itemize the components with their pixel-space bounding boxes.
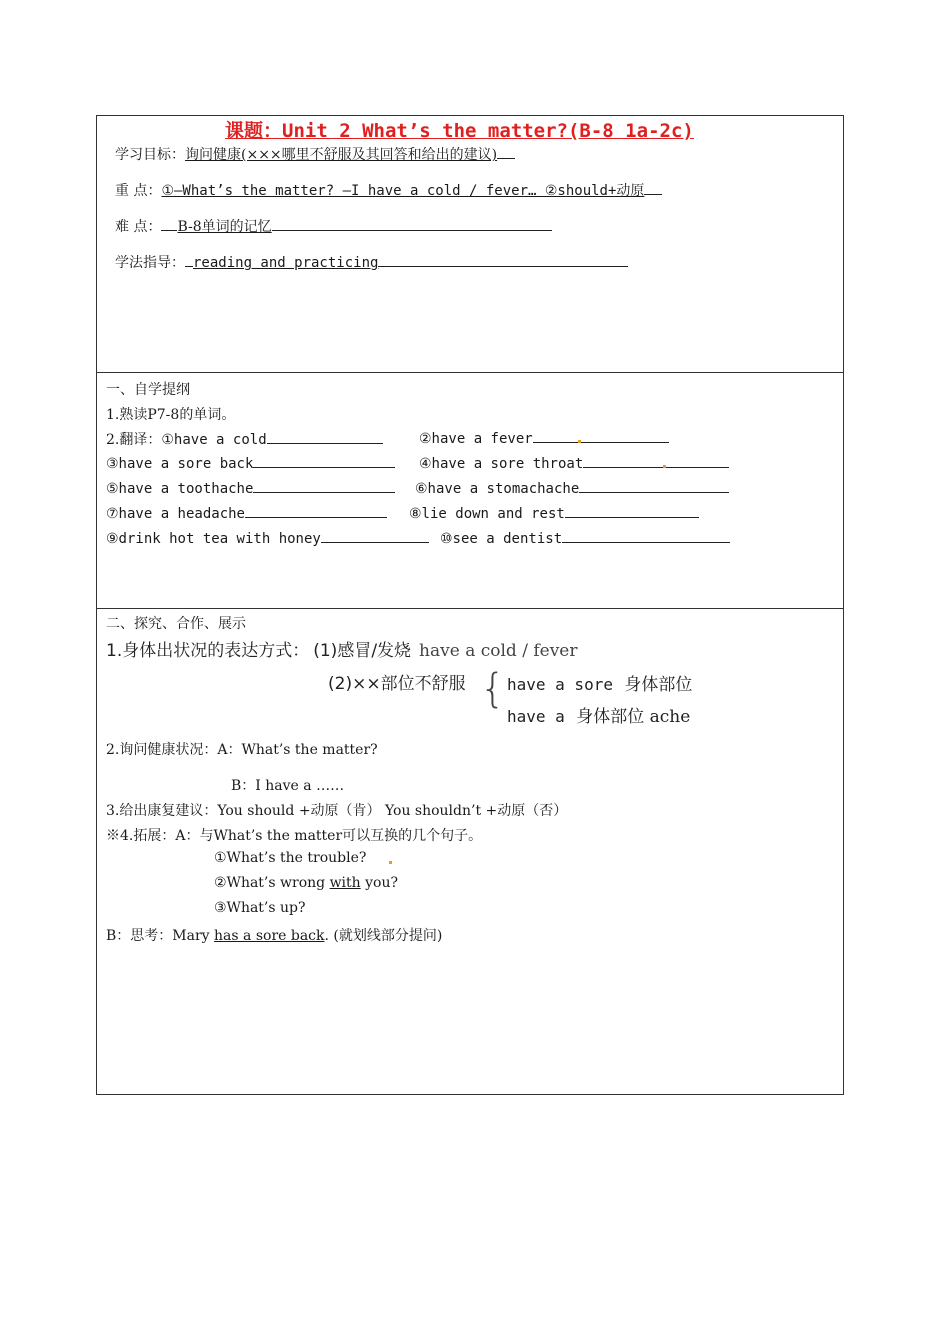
answer-blank[interactable]: [267, 430, 383, 444]
sub2-line2: [507, 702, 690, 727]
section2-heading: 二、探究、合作、展示: [106, 616, 246, 632]
answer-blank[interactable]: [253, 479, 395, 493]
worksheet-table: [96, 115, 844, 1095]
think-pre: B：思考：Mary: [106, 928, 215, 944]
phrase-row-2: [106, 454, 395, 472]
brace-symbol: {: [480, 666, 506, 712]
phrase: ②have a fever: [419, 431, 533, 447]
sub2-line1-cn: 身体部位: [624, 675, 693, 695]
answer-blank[interactable]: [533, 429, 669, 443]
phrase-row-1b: [419, 429, 669, 447]
ext2-post: you?: [360, 875, 398, 891]
answer-blank[interactable]: [562, 529, 730, 543]
sub2-line2-cn: 身体部位: [576, 707, 645, 727]
phrase: ⑥have a stomachache: [415, 481, 580, 497]
page-title: [225, 116, 694, 143]
phrase-row-2b: [419, 454, 729, 472]
advice-line: 3.给出康复建议：You should +动原（肯） You shouldn’t +动原（否）: [106, 803, 568, 819]
method-label: 学法指导：: [115, 255, 185, 271]
expression-line: [106, 636, 578, 661]
goal-text: 询问健康(×××哪里不舒服及其回答和给出的建议): [185, 147, 498, 163]
phrase-row-3b: [415, 479, 729, 497]
extension-item-1: ①What’s the trouble?: [214, 850, 367, 866]
translate-label: 2.翻译：: [106, 432, 162, 448]
method-text: reading and practicing: [193, 255, 379, 271]
expression-sub1-text: have a cold / fever: [419, 641, 578, 661]
ext2-underlined: with: [329, 875, 361, 891]
phrase-row-4: [106, 504, 387, 522]
phrase: ③have a sore back: [106, 456, 254, 472]
key-text: ①—What’s the matter? —I have a cold / fever… ②should+动原: [161, 183, 645, 199]
expression-label: 1.身体出状况的表达方式：: [106, 641, 310, 661]
difficult-line: [115, 216, 552, 236]
ink-speck: [578, 440, 581, 443]
phrase: ⑤have a toothache: [106, 481, 254, 497]
section1-heading: 一、自学提纲: [106, 382, 190, 398]
sub2-line2-en: have a: [507, 707, 565, 726]
think-post: . (就划线部分提问): [324, 928, 443, 944]
think-line: [106, 925, 442, 945]
title-prefix: 课题：: [225, 120, 283, 142]
ink-speck: [389, 861, 392, 864]
answer-blank[interactable]: [253, 454, 395, 468]
key-label: 重 点：: [115, 183, 162, 199]
extension-line: ※4.拓展：A：与What’s the matter可以互换的几个句子。: [106, 828, 483, 844]
phrase: ⑧lie down and rest: [409, 506, 565, 522]
explore-cell: [97, 609, 843, 1094]
difficult-text: B-8单词的记忆: [177, 219, 272, 235]
method-line: [115, 252, 628, 272]
goal-line: [115, 144, 515, 164]
phrase: ⑨drink hot tea with honey: [106, 531, 321, 547]
answer-blank[interactable]: [583, 454, 729, 468]
phrase-row-1: [106, 429, 383, 449]
phrase: ④have a sore throat: [419, 456, 584, 472]
ext2-pre: ②What’s wrong: [214, 875, 330, 891]
answer-blank[interactable]: [245, 504, 387, 518]
extension-item-3: ③What’s up?: [214, 900, 306, 916]
sub2-line1: [507, 670, 692, 695]
expression-sub2-label: (2)××部位不舒服: [328, 674, 466, 694]
think-underlined: has a sore back: [214, 928, 325, 944]
answer-blank[interactable]: [565, 504, 699, 518]
phrase: ①have a cold: [161, 432, 267, 448]
extension-item-2: [214, 875, 398, 891]
answer-blank[interactable]: [321, 529, 429, 543]
phrase-row-4b: [409, 504, 699, 522]
ask-health-b: B：I have a ……: [231, 778, 345, 794]
title-text: Unit 2 What’s the matter?(B-8 1a-2c): [282, 120, 694, 142]
phrase-row-3: [106, 479, 395, 497]
difficult-label: 难 点：: [115, 219, 162, 235]
section1-item1: 1.熟读P7-8的单词。: [106, 407, 236, 423]
phrase: ⑦have a headache: [106, 506, 245, 522]
phrase-row-5: [106, 529, 429, 547]
goal-label: 学习目标：: [115, 147, 185, 163]
answer-blank[interactable]: [579, 479, 729, 493]
sub2-line2-tail: ache: [649, 707, 691, 727]
ask-health-a: 2.询问健康状况：A：What’s the matter?: [106, 742, 378, 758]
expression-sub1-label: (1)感冒/发烧: [313, 641, 412, 661]
key-line: [115, 180, 662, 200]
self-study-cell: [97, 373, 843, 609]
phrase-row-5b: [440, 529, 730, 547]
sub2-line1-en: have a sore: [507, 675, 613, 694]
phrase: ⑩see a dentist: [440, 531, 563, 547]
ink-speck: [663, 465, 666, 468]
header-cell: [97, 116, 843, 373]
